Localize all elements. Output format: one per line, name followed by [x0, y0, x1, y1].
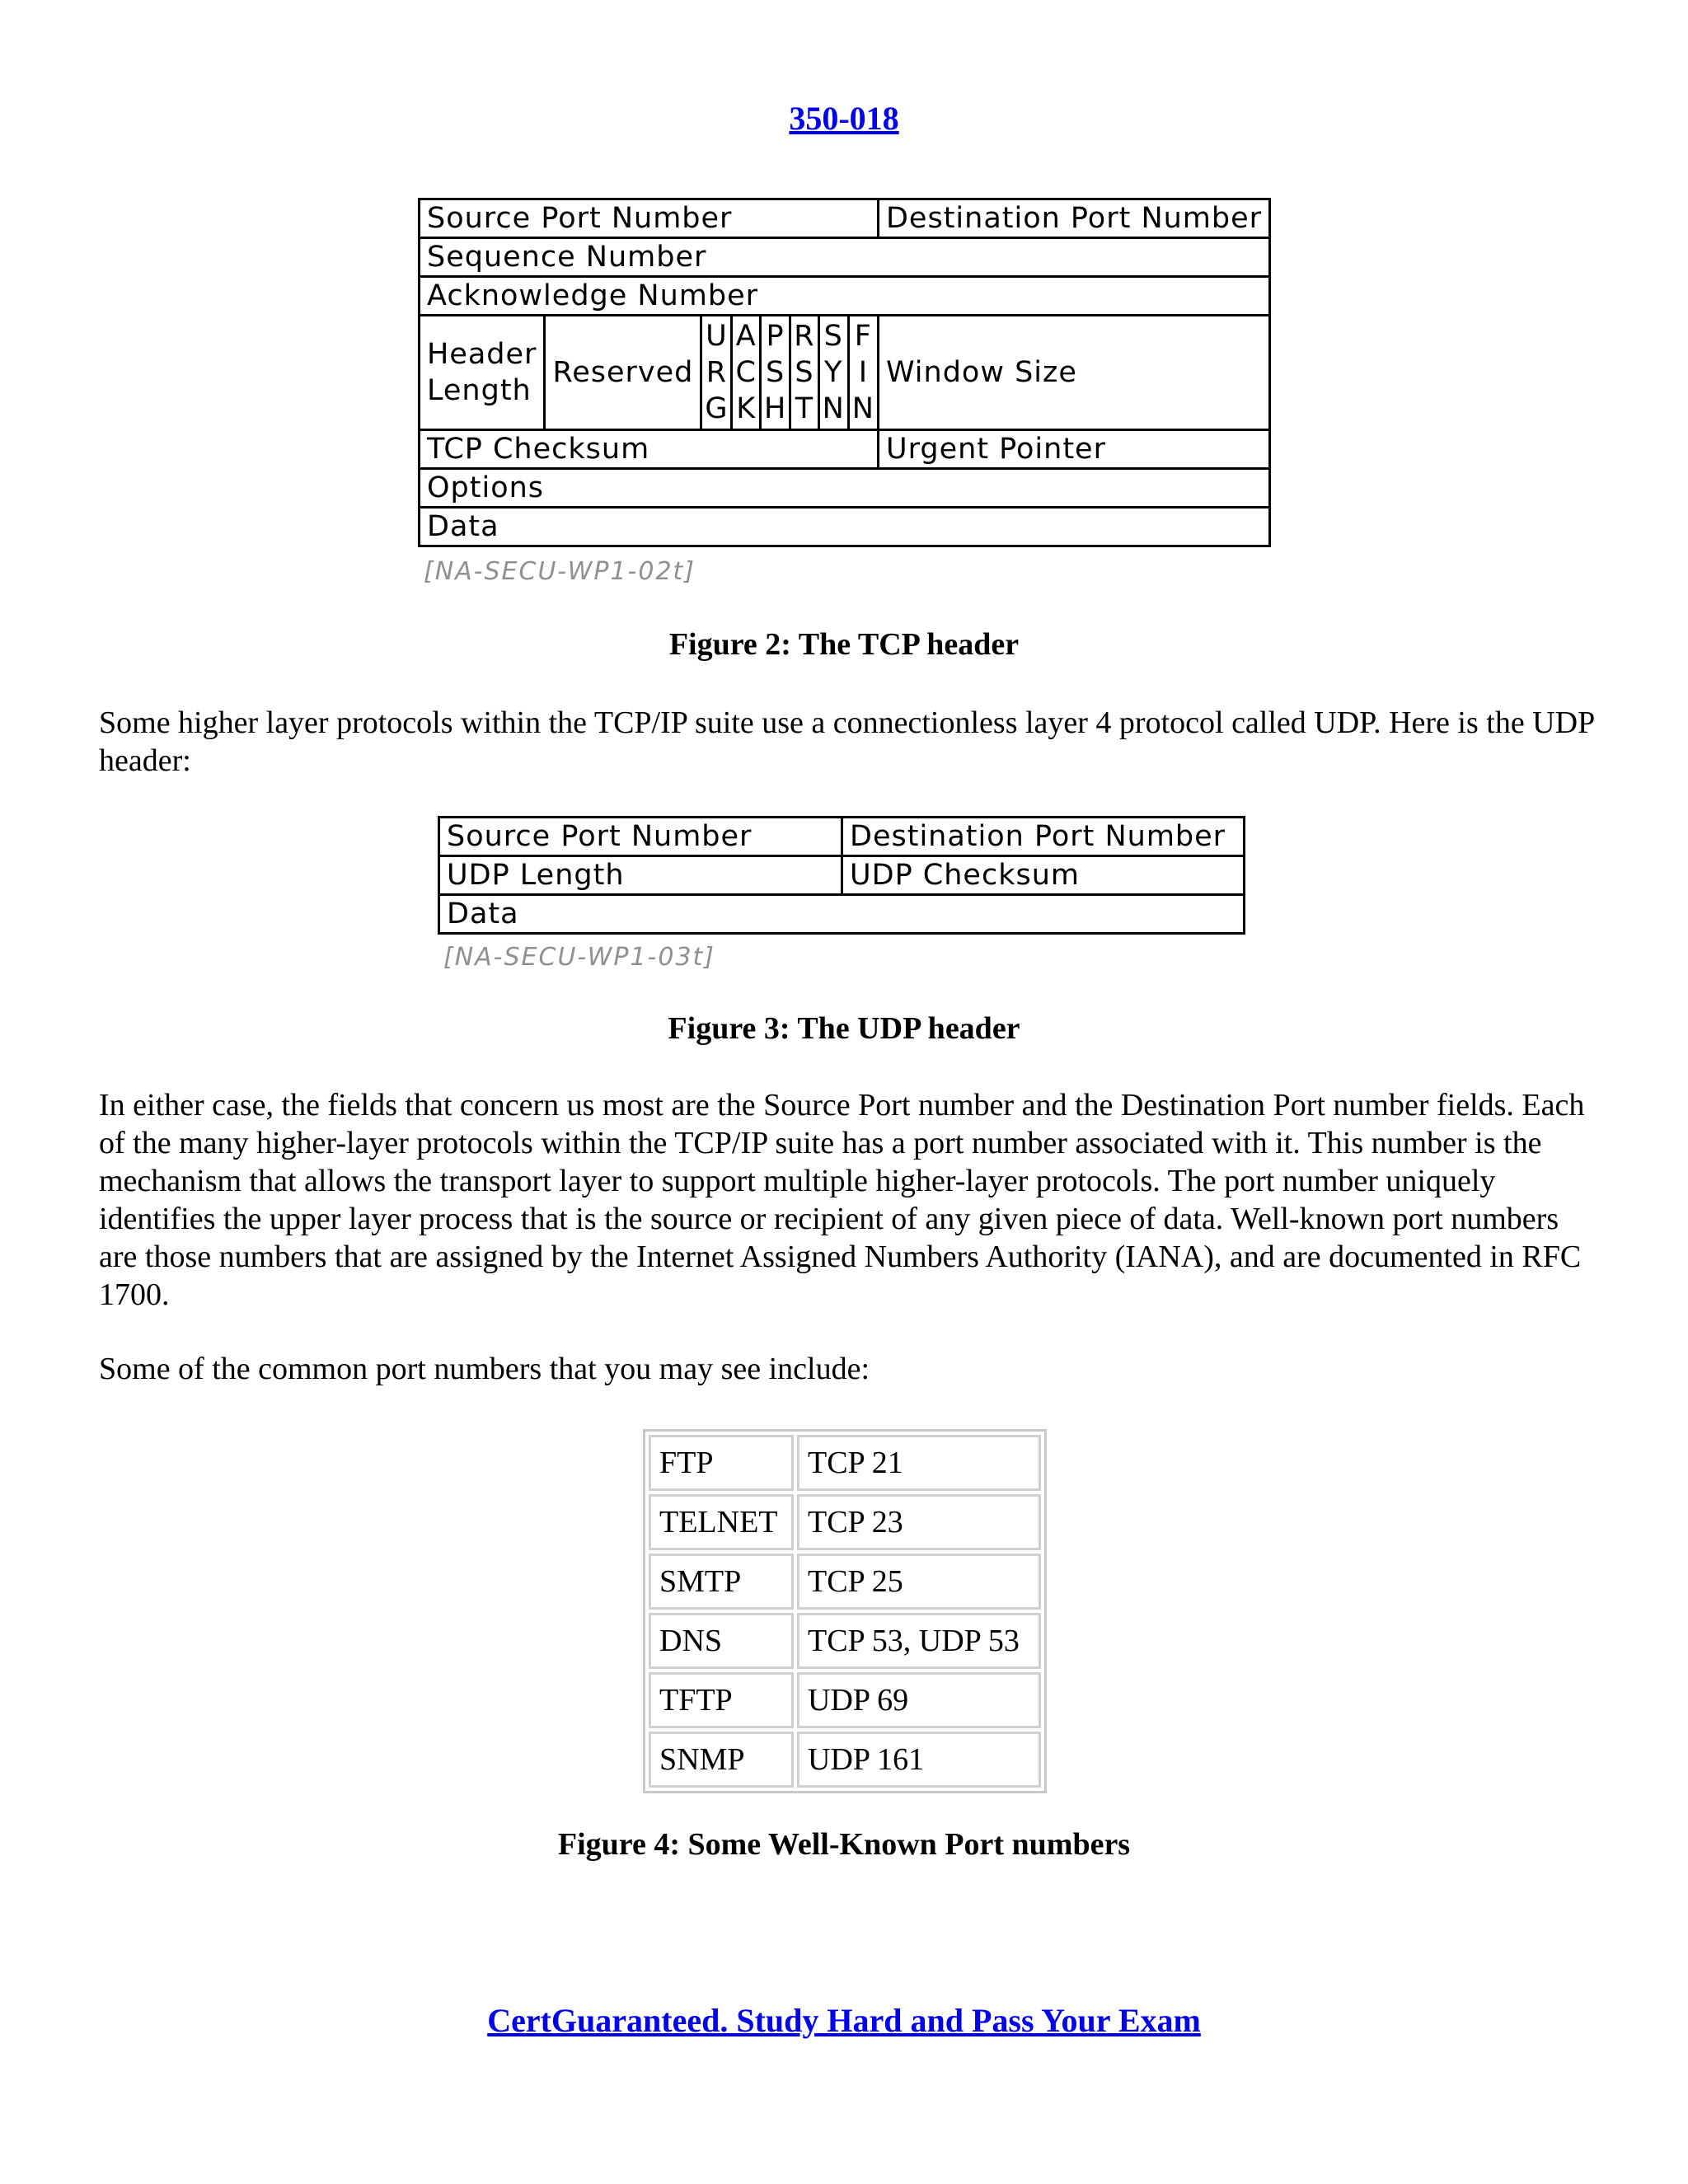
- protocol-cell: SNMP: [649, 1732, 794, 1788]
- port-cell: TCP 53, UDP 53: [797, 1613, 1041, 1669]
- flag-letter: U: [706, 320, 728, 353]
- tcp-data-cell: Data: [420, 508, 1270, 546]
- tcp-options-cell: Options: [420, 469, 1270, 508]
- udp-length-cell: UDP Length: [439, 856, 842, 895]
- table-row: [649, 1554, 1041, 1610]
- protocol-cell: DNS: [649, 1613, 794, 1669]
- flag-rst: [790, 316, 818, 430]
- flag-letter: G: [705, 392, 729, 425]
- flag-fin: [848, 316, 878, 430]
- flag-letter: S: [765, 356, 785, 389]
- protocol-cell: TELNET: [649, 1494, 794, 1550]
- flag-letter: C: [735, 356, 757, 389]
- port-cell: UDP 161: [797, 1732, 1041, 1788]
- flag-letter: K: [736, 392, 757, 425]
- flag-ack: [732, 316, 760, 430]
- tcp-reserved-cell: Reserved: [545, 316, 701, 430]
- tcp-window-size-cell: Window Size: [878, 316, 1269, 430]
- header-link[interactable]: 350-018: [789, 100, 899, 137]
- port-cell: TCP 23: [797, 1494, 1041, 1550]
- flag-letter: H: [763, 392, 787, 425]
- flag-letter: I: [858, 356, 869, 389]
- port-cell: UDP 69: [797, 1672, 1041, 1728]
- paragraph-udp-intro: Some higher layer protocols within the TCP/IP suite use a connectionless layer 4 protocol called UDP. Here is the UDP header:: [99, 705, 1594, 778]
- flag-letter: P: [766, 320, 785, 353]
- tcp-urgent-pointer-cell: Urgent Pointer: [878, 430, 1269, 469]
- flag-letter: R: [794, 320, 815, 353]
- figure-4-caption: Figure 4: Some Well-Known Port numbers: [557, 1827, 1131, 1862]
- figure-3-caption: Figure 3: The UDP header: [668, 1011, 1020, 1046]
- tcp-figure-ref: [NA-SECU-WP1-02t]: [424, 557, 696, 586]
- table-row: [649, 1672, 1041, 1728]
- table-row: [649, 1732, 1041, 1788]
- flag-urg: [701, 316, 732, 430]
- figure-2-caption: Figure 2: The TCP header: [668, 627, 1020, 662]
- udp-checksum-cell: UDP Checksum: [842, 856, 1245, 895]
- flag-letter: N: [851, 392, 874, 425]
- tcp-header-diagram: [418, 198, 1271, 547]
- udp-source-port-cell: Source Port Number: [439, 818, 842, 856]
- flag-letter: N: [822, 392, 845, 425]
- tcp-header-length-cell: [420, 316, 545, 430]
- tcp-checksum-cell: TCP Checksum: [420, 430, 879, 469]
- paragraph-common-ports: Some of the common port numbers that you may see include:: [99, 1352, 870, 1386]
- udp-data-cell: Data: [439, 895, 1245, 934]
- table-row: [649, 1613, 1041, 1669]
- flag-letter: S: [795, 356, 814, 389]
- flag-letter: F: [854, 320, 872, 353]
- flag-letter: A: [735, 320, 757, 353]
- tcp-sequence-cell: Sequence Number: [420, 238, 1270, 277]
- header-length-line-1: Header: [427, 338, 537, 371]
- port-numbers-table: [643, 1429, 1047, 1793]
- port-cell: TCP 21: [797, 1435, 1041, 1491]
- tcp-acknowledge-cell: Acknowledge Number: [420, 277, 1270, 316]
- protocol-cell: FTP: [649, 1435, 794, 1491]
- header-length-line-2: Length: [427, 374, 532, 407]
- udp-header-diagram: [438, 816, 1245, 935]
- table-row: [649, 1494, 1041, 1550]
- udp-destination-port-cell: Destination Port Number: [842, 818, 1245, 856]
- flag-syn: [818, 316, 848, 430]
- flag-letter: R: [706, 356, 728, 389]
- footer-link[interactable]: CertGuaranteed. Study Hard and Pass Your Exam: [487, 2002, 1201, 2039]
- protocol-cell: SMTP: [649, 1554, 794, 1610]
- paragraph-port-numbers: In either case, the fields that concern us most are the Source Port number and the Destination Port number fields. Each of the many higher-layer protocols within the TCP/IP suite has a port number associated with it. This number is the mechanism that allows the transport layer to support multiple higher-layer protocols. The port number uniquely identifies the upper layer process that is the source or recipient of any given piece of data. Well-known port numbers are those numbers that are assigned by the Internet Assigned Numbers Authority (IANA), and are documented in RFC 1700.: [99, 1088, 1585, 1312]
- table-row: [649, 1435, 1041, 1491]
- protocol-cell: TFTP: [649, 1672, 794, 1728]
- flag-letter: S: [823, 320, 843, 353]
- tcp-destination-port-cell: Destination Port Number: [878, 199, 1269, 238]
- udp-figure-ref: [NA-SECU-WP1-03t]: [443, 943, 716, 972]
- flag-letter: T: [795, 392, 814, 425]
- tcp-source-port-cell: Source Port Number: [420, 199, 879, 238]
- flag-psh: [760, 316, 790, 430]
- flag-letter: Y: [823, 356, 843, 389]
- port-cell: TCP 25: [797, 1554, 1041, 1610]
